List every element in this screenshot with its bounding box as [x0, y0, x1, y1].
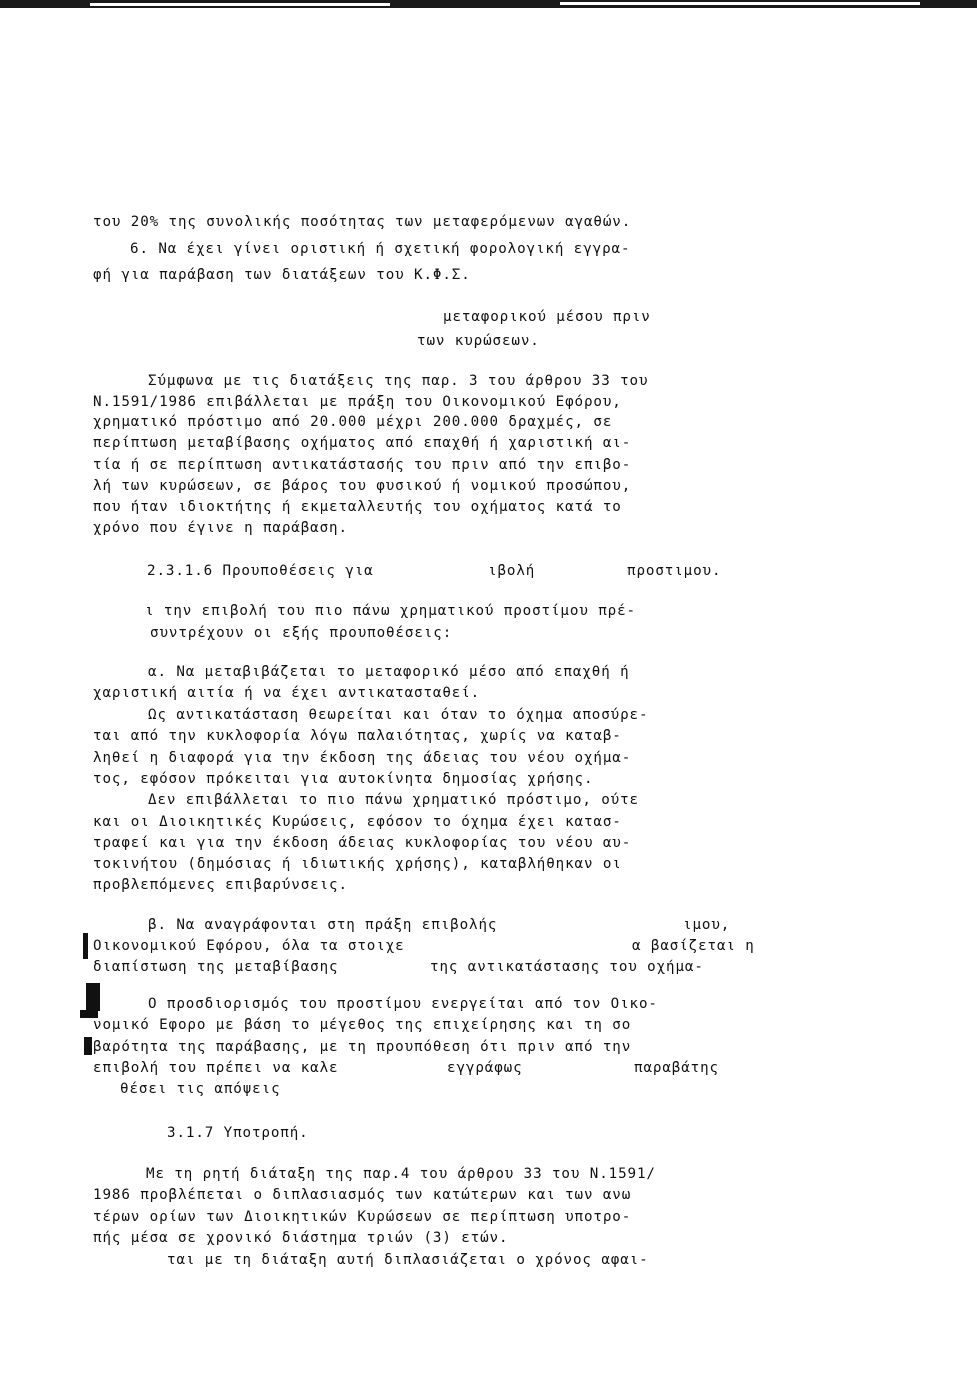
text-line: συντρέχουν οι εξής προυποθέσεις: — [150, 625, 453, 641]
text-line: 6. Να έχει γίνει οριστική ή σχετική φορολογική εγγρα- — [130, 241, 631, 257]
text-line: του 20% της συνολικής ποσότητας των μεταφερόμενων αγαθών. — [93, 214, 632, 230]
text-line: βαρότητα της παράβασης, με τη προυπόθεση ότι πριν από την — [93, 1039, 632, 1055]
text-line: β. Να αναγράφονται στη πράξη επιβολής — [148, 917, 498, 933]
text-line: τραφεί και για την έκδοση άδειας κυκλοφορίας του νέου αυ- — [93, 835, 632, 851]
text-line: ι την επιβολή του πιο πάνω χρηματικού προστίμου πρέ- — [145, 603, 636, 619]
text-line: τία ή σε περίπτωση αντικατάστασής του πριν από την επιβο- — [93, 457, 632, 473]
text-line: ται από την κυκλοφορία λόγω παλαιότητας, χωρίς να καταβ- — [93, 728, 622, 744]
text-line: ται με τη διάταξη αυτή διπλασιάζεται ο χρόνος αφαι- — [167, 1252, 649, 1268]
text-line: α. Να μεταβιβάζεται το μεταφορικό μέσο από επαχθή ή — [148, 664, 630, 680]
text-line: των κυρώσεων. — [417, 333, 540, 349]
scan-artifact — [83, 933, 88, 959]
text-line-fragment: εγγράφως — [447, 1060, 523, 1076]
text-line: νομικό Εφορο με βάση το μέγεθος της επιχείρησης και τη σο — [93, 1017, 632, 1033]
section-heading-fragment: προστιμου. — [627, 563, 722, 579]
text-line: φή για παράβαση των διατάξεων του Κ.Φ.Σ. — [93, 267, 471, 283]
text-line-fragment: α βασίζεται η — [632, 938, 755, 954]
scan-artifact — [86, 983, 100, 1011]
text-line: Δεν επιβάλλεται το πιο πάνω χρηματικό πρόστιμο, ούτε — [148, 792, 639, 808]
text-line: επιβολή του πρέπει να καλε — [93, 1060, 339, 1076]
text-line: προβλεπόμενες επιβαρύνσεις. — [93, 877, 348, 893]
text-line: χρηματικό πρόστιμο από 20.000 μέχρι 200.000 δραχμές, σε — [93, 414, 613, 430]
text-line: περίπτωση μεταβίβασης οχήματος από επαχθή ή χαριστική αι- — [93, 435, 632, 451]
text-line: Με τη ρητή διάταξη της παρ.4 του άρθρου 33 του Ν.1591/ — [146, 1166, 656, 1182]
text-line: ληθεί η διαφορά για την έκδοση της άδειας του νέου οχήμα- — [93, 750, 632, 766]
text-line: θέσει τις απόψεις — [120, 1081, 281, 1097]
text-line-fragment: ιμου, — [683, 917, 731, 933]
section-heading: 2.3.1.6 Προυποθέσεις για — [147, 563, 374, 579]
text-line: τοκινήτου (δημόσιας ή ιδιωτικής χρήσης), καταβλήθηκαν οι — [93, 856, 622, 872]
scan-artifact — [84, 1037, 92, 1055]
section-heading: 3.1.7 Υποτροπή. — [167, 1125, 309, 1141]
text-line: Ως αντικατάσταση θεωρείται και όταν το όχημα αποσύρε- — [148, 707, 649, 723]
text-line: Οικονομικού Εφόρου, όλα τα στοιχε — [93, 938, 405, 954]
text-line-fragment: της αντικατάστασης του οχήμα- — [430, 959, 704, 975]
text-line: και οι Διοικητικές Κυρώσεις, εφόσον το όχημα έχει κατασ- — [93, 814, 622, 830]
text-line: πής μέσα σε χρονικό διάστημα τριών (3) ετών. — [93, 1230, 509, 1246]
text-line-fragment: παραβάτης — [634, 1060, 719, 1076]
text-line: χρόνο που έγινε η παράβαση. — [93, 520, 348, 536]
text-line: Ο προσδιορισμός του προστίμου ενεργείται από τον Οικο- — [148, 996, 658, 1012]
text-line: Ν.1591/1986 επιβάλλεται με πράξη του Οικονομικού Εφόρου, — [93, 394, 622, 410]
text-line: που ήταν ιδιοκτήτης ή εκμεταλλευτής του οχήματος κατά το — [93, 499, 622, 515]
section-heading-fragment: ιβολή — [488, 563, 536, 579]
text-line: διαπίστωση της μεταβίβασης — [93, 959, 339, 975]
text-line: 1986 προβλέπεται ο διπλασιασμός των κατώτερων και των ανω — [93, 1187, 632, 1203]
text-line: Σύμφωνα με τις διατάξεις της παρ. 3 του άρθρου 33 του — [148, 373, 649, 389]
text-line: λή των κυρώσεων, σε βάρος του φυσικού ή νομικού προσώπου, — [93, 478, 632, 494]
text-line: τέρων ορίων των Διοικητικών Κυρώσεων σε περίπτωση υποτρο- — [93, 1209, 632, 1225]
text-line: μεταφορικού μέσου πριν — [443, 309, 651, 325]
text-line: χαριστική αιτία ή να έχει αντικατασταθεί. — [93, 685, 481, 701]
text-line: τος, εφόσον πρόκειται για αυτοκίνητα δημοσίας χρήσης. — [93, 771, 594, 787]
